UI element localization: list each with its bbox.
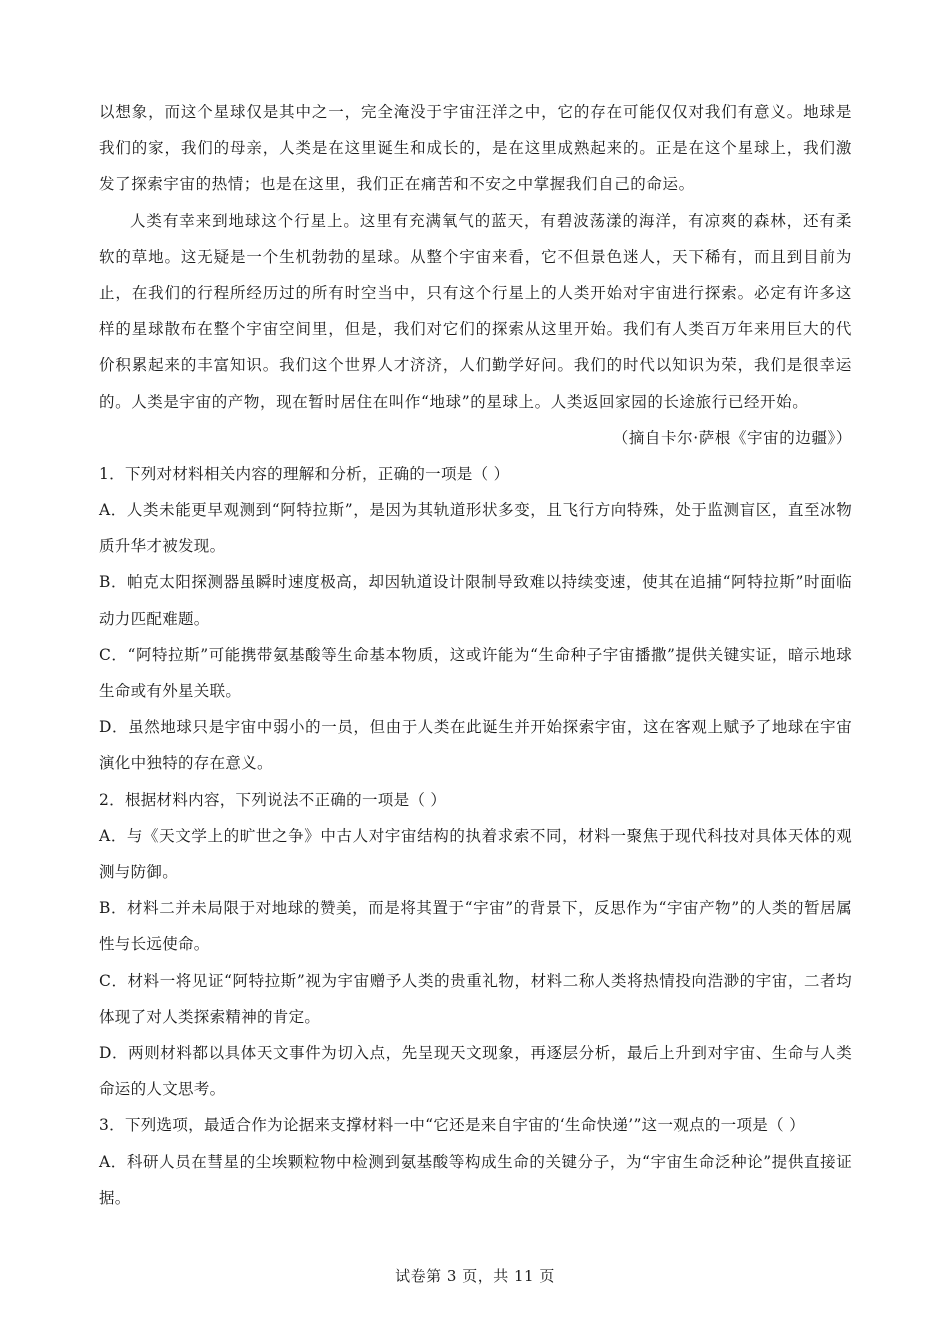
question-stem: 1．下列对材料相关内容的理解和分析，正确的一项是（ ） xyxy=(99,464,510,483)
answer-option: C．材料一将见证“阿特拉斯”视为宇宙赠予人类的贵重礼物，材料二称人类将热情投向浩渺的宇宙，二者均体现了对人类探索精神的肯定。 xyxy=(99,971,852,1026)
answer-option: A．人类未能更早观测到“阿特拉斯”，是因为其轨道形状多变，且飞行方向特殊，处于监测盲区，直至冰物质升华才被发现。 xyxy=(99,501,852,556)
answer-option: A．科研人员在彗星的尘埃颗粒物中检测到氨基酸等构成生命的关键分子，为“宇宙生命泛种论”提供直接证据。 xyxy=(99,1152,852,1207)
question-stem: 2．根据材料内容，下列说法不正确的一项是（ ） xyxy=(99,790,447,809)
page-content xyxy=(99,94,852,1216)
answer-option: B．材料二并未局限于对地球的赞美，而是将其置于“宇宙”的背景下，反思作为“宇宙产物”的人类的暂居属性与长远使命。 xyxy=(99,899,852,954)
question-stem: 3．下列选项，最适合作为论据来支撑材料一中“它还是来自宇宙的‘生命快递’”这一观点的一项是（ ） xyxy=(99,1116,805,1135)
page-footer: 试卷第 3 页，共 11 页 xyxy=(395,1267,555,1285)
passage-paragraph: 人类有幸来到地球这个行星上。这里有充满氧气的蓝天，有碧波荡漾的海洋，有凉爽的森林，还有柔软的草地。这无疑是一个生机勃勃的星球。从整个宇宙来看，它不但景色迷人，天下稀有，而且到目前为止，在我们的行程所经历过的所有时空当中，只有这个行星上的人类开始对宇宙进行探索。必定有许多这样的星球散布在整个宇宙空间里，但是，我们对它们的探索从这里开始。我们有人类百万年来用巨大的代价积累起来的丰富知识。我们这个世界人才济济，人们勤学好问。我们的时代以知识为荣，我们是很幸运的。人类是宇宙的产物，现在暂时居住在叫作“地球”的星球上。人类返回家园的长途旅行已经开始。 xyxy=(99,211,852,411)
passage-paragraph: 以想象，而这个星球仅是其中之一，完全淹没于宇宙汪洋之中，它的存在可能仅仅对我们有意义。地球是我们的家，我们的母亲，人类是在这里诞生和成长的，是在这里成熟起来的。正是在这个星球上，我们激发了探索宇宙的热情；也是在这里，我们正在痛苦和不安之中掌握我们自己的命运。 xyxy=(99,103,852,194)
answer-option: D．虽然地球只是宇宙中弱小的一员，但由于人类在此诞生并开始探索宇宙，这在客观上赋予了地球在宇宙演化中独特的存在意义。 xyxy=(99,718,852,773)
passage-citation: （摘自卡尔·萨根《宇宙的边疆》） xyxy=(612,428,852,447)
answer-option: B．帕克太阳探测器虽瞬时速度极高，却因轨道设计限制导致难以持续变速，使其在追捕“阿特拉斯”时面临动力匹配难题。 xyxy=(99,573,852,628)
answer-option: C．“阿特拉斯”可能携带氨基酸等生命基本物质，这或许能为“生命种子宇宙播撒”提供关键实证，暗示地球生命或有外星关联。 xyxy=(99,645,852,701)
answer-option: D．两则材料都以具体天文事件为切入点，先呈现天文现象，再逐层分析，最后上升到对宇宙、生命与人类命运的人文思考。 xyxy=(99,1044,852,1099)
answer-option: A．与《天文学上的旷世之争》中古人对宇宙结构的执着求索不同，材料一聚焦于现代科技对具体天体的观测与防御。 xyxy=(99,826,852,882)
